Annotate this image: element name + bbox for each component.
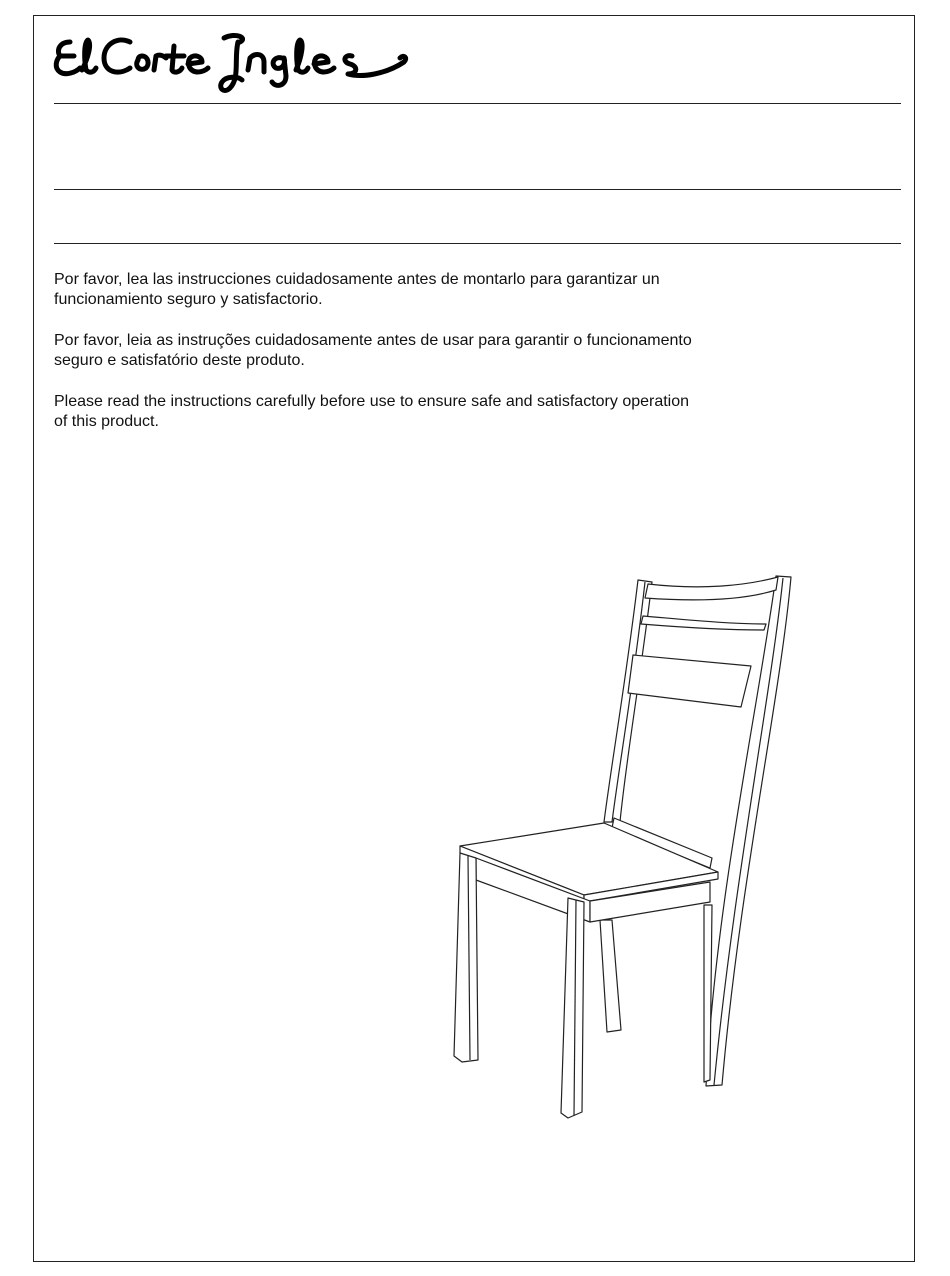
- instructions-portuguese: Por favor, leia as instruções cuidadosamente antes de usar para garantir o funcionamento seguro e satisfatório deste produto.: [54, 332, 692, 369]
- instructions-english: Please read the instructions carefully before use to ensure safe and satisfactory operation of this product.: [54, 393, 690, 430]
- chair-icon: [440, 560, 810, 1135]
- instructions-spanish: Por favor, lea las instrucciones cuidadosamente antes de montarlo para garantizar un funcionamiento seguro y satisfactorio.: [54, 271, 660, 308]
- header-rule: [54, 103, 901, 104]
- section-rule: [54, 243, 901, 244]
- instructions-block: [54, 270, 814, 453]
- el-corte-ingles-logo: [52, 28, 414, 96]
- product-rule: [54, 189, 901, 190]
